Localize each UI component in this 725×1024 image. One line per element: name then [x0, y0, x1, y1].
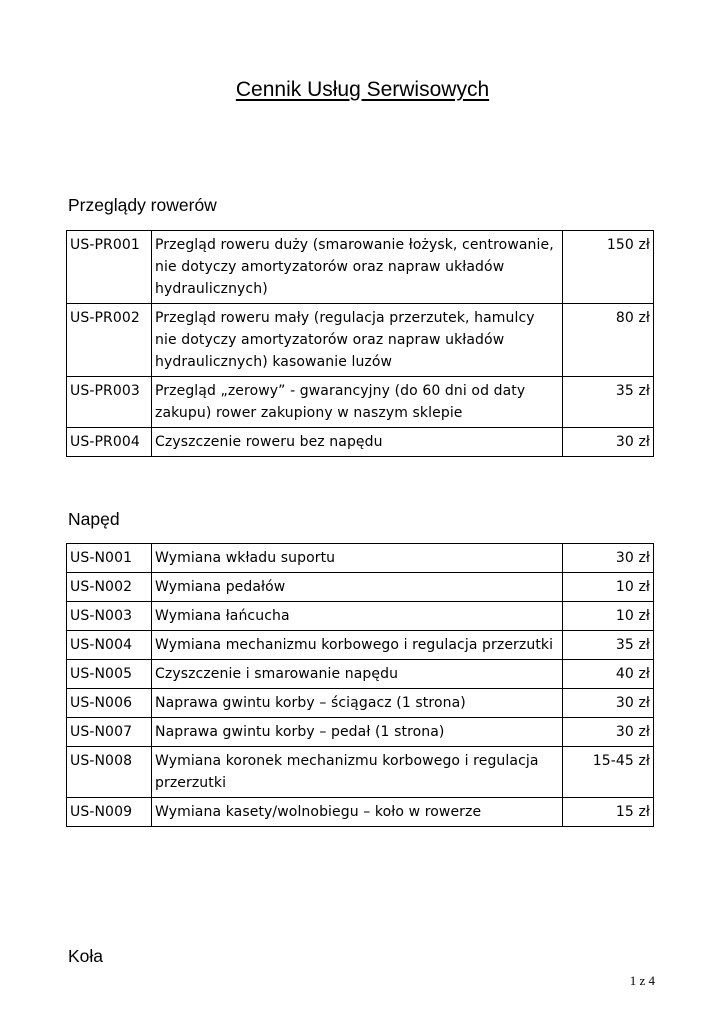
- table-row: [67, 304, 654, 377]
- page-number: 1 z 4: [629, 973, 655, 988]
- section-title-przeglady: Przeglądy rowerów: [68, 195, 217, 215]
- service-code: US-PR002: [67, 304, 152, 377]
- service-price: 30 zł: [563, 689, 654, 718]
- service-code: US-N006: [67, 689, 152, 718]
- service-code: US-N004: [67, 631, 152, 660]
- service-code: US-N008: [67, 747, 152, 798]
- table-row: [67, 428, 654, 457]
- service-code: US-N001: [67, 544, 152, 573]
- service-code: US-PR001: [67, 231, 152, 304]
- service-description: Przegląd roweru duży (smarowanie łożysk, centrowanie, nie dotyczy amortyzatorów oraz napraw układów hydraulicznych): [152, 231, 563, 304]
- table-row: [67, 631, 654, 660]
- service-price: 30 zł: [563, 718, 654, 747]
- table-row: [67, 544, 654, 573]
- table-row: [67, 231, 654, 304]
- service-price: 40 zł: [563, 660, 654, 689]
- service-description: Czyszczenie roweru bez napędu: [152, 428, 563, 457]
- service-price: 10 zł: [563, 573, 654, 602]
- service-price: 35 zł: [563, 377, 654, 428]
- service-description: Naprawa gwintu korby – pedał (1 strona): [152, 718, 563, 747]
- service-description: Naprawa gwintu korby – ściągacz (1 strona): [152, 689, 563, 718]
- section-title-kola: Koła: [68, 946, 104, 966]
- service-price: 30 zł: [563, 428, 654, 457]
- service-description: Przegląd „zerowy” - gwarancyjny (do 60 dni od daty zakupu) rower zakupiony w naszym sklepie: [152, 377, 563, 428]
- table-row: [67, 602, 654, 631]
- service-price: 15 zł: [563, 798, 654, 827]
- service-description: Wymiana łańcucha: [152, 602, 563, 631]
- service-description: Czyszczenie i smarowanie napędu: [152, 660, 563, 689]
- service-description: Wymiana koronek mechanizmu korbowego i regulacja przerzutki: [152, 747, 563, 798]
- table-row: [67, 377, 654, 428]
- service-code: US-N007: [67, 718, 152, 747]
- section-title-naped: Napęd: [68, 509, 120, 529]
- table-row: [67, 660, 654, 689]
- service-description: Przegląd roweru mały (regulacja przerzutek, hamulcy nie dotyczy amortyzatorów oraz napraw układów hydraulicznych) kasowanie luzów: [152, 304, 563, 377]
- service-code: US-N009: [67, 798, 152, 827]
- service-description: Wymiana wkładu suportu: [152, 544, 563, 573]
- service-price: 35 zł: [563, 631, 654, 660]
- service-description: Wymiana mechanizmu korbowego i regulacja przerzutki: [152, 631, 563, 660]
- price-table-naped: [66, 543, 654, 827]
- service-code: US-PR003: [67, 377, 152, 428]
- service-price: 10 zł: [563, 602, 654, 631]
- service-price: 30 zł: [563, 544, 654, 573]
- document-title: Cennik Usług Serwisowych: [235, 78, 490, 101]
- table-row: [67, 689, 654, 718]
- service-description: Wymiana pedałów: [152, 573, 563, 602]
- table-row: [67, 573, 654, 602]
- price-table-przeglady: [66, 230, 654, 457]
- service-code: US-N003: [67, 602, 152, 631]
- service-price: 150 zł: [563, 231, 654, 304]
- service-price: 80 zł: [563, 304, 654, 377]
- table-row: [67, 718, 654, 747]
- table-row: [67, 798, 654, 827]
- service-code: US-N002: [67, 573, 152, 602]
- table-row: [67, 747, 654, 798]
- service-code: US-N005: [67, 660, 152, 689]
- service-description: Wymiana kasety/wolnobiegu – koło w rowerze: [152, 798, 563, 827]
- service-code: US-PR004: [67, 428, 152, 457]
- service-price: 15-45 zł: [563, 747, 654, 798]
